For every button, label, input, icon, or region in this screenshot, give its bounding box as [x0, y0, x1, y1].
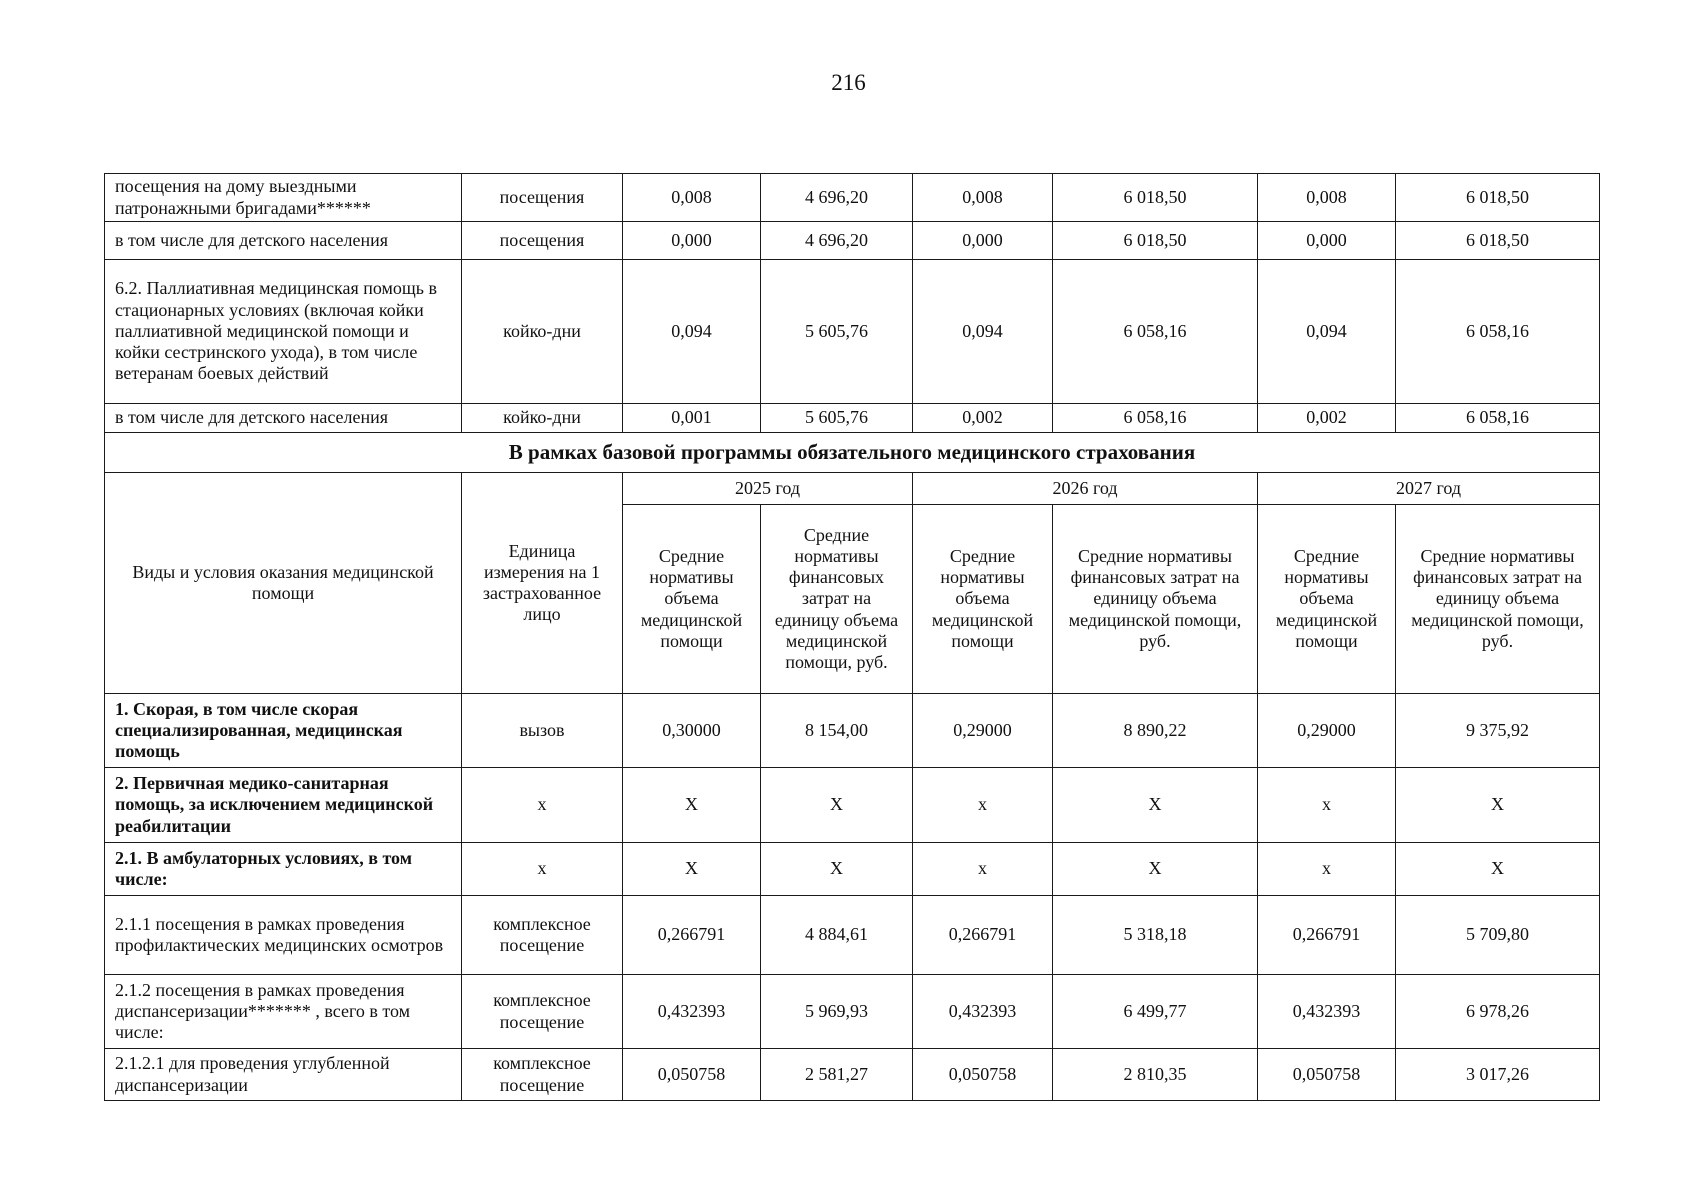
row-unit: комплексное посещение	[462, 896, 623, 975]
table-row	[105, 1049, 1600, 1101]
row-unit: посещения	[462, 174, 623, 222]
page-number: 216	[831, 70, 866, 95]
cost-2027: 6 018,50	[1396, 174, 1600, 222]
volume-2026: 0,266791	[913, 896, 1053, 975]
volume-2025: 0,008	[623, 174, 761, 222]
cost-2025: 4 696,20	[761, 174, 913, 222]
header-cost-2027: Средние нормативы финансовых затрат на единицу объема медицинской помощи, руб.	[1396, 505, 1600, 694]
row-name: 2.1.2.1 для проведения углубленной диспансеризации	[105, 1049, 462, 1101]
header-volume-2027: Средние нормативы объема медицинской помощи	[1258, 505, 1396, 694]
volume-2027: 0,002	[1258, 404, 1396, 433]
row-unit: посещения	[462, 222, 623, 260]
volume-2026: 0,002	[913, 404, 1053, 433]
cost-2026: Х	[1053, 843, 1258, 896]
cost-2025: 8 154,00	[761, 694, 913, 768]
section-row	[105, 433, 1600, 473]
header-cost-2026: Средние нормативы финансовых затрат на единицу объема медицинской помощи, руб.	[1053, 505, 1258, 694]
row-unit: х	[462, 768, 623, 843]
cost-2025: 5 605,76	[761, 404, 913, 433]
cost-2026: 2 810,35	[1053, 1049, 1258, 1101]
table-row	[105, 694, 1600, 768]
volume-2027: х	[1258, 843, 1396, 896]
volume-2025: 0,094	[623, 260, 761, 404]
row-unit: комплексное посещение	[462, 1049, 623, 1101]
row-name: посещения на дому выездными патронажными бригадами******	[105, 174, 462, 222]
cost-2027: 6 058,16	[1396, 404, 1600, 433]
row-name: 2.1. В амбулаторных условиях, в том числе:	[105, 843, 462, 896]
header-year-2025: 2025 год	[623, 473, 913, 505]
table-row	[105, 768, 1600, 843]
header-volume-2026: Средние нормативы объема медицинской помощи	[913, 505, 1053, 694]
cost-2026: 6 058,16	[1053, 404, 1258, 433]
cost-2027: 6 058,16	[1396, 260, 1600, 404]
cost-2027: 3 017,26	[1396, 1049, 1600, 1101]
table-row	[105, 174, 1600, 222]
volume-2027: 0,050758	[1258, 1049, 1396, 1101]
volume-2026: х	[913, 768, 1053, 843]
volume-2027: х	[1258, 768, 1396, 843]
cost-2025: 4 884,61	[761, 896, 913, 975]
row-name: 2.1.1 посещения в рамках проведения профилактических медицинских осмотров	[105, 896, 462, 975]
cost-2026: 5 318,18	[1053, 896, 1258, 975]
cost-2025: Х	[761, 843, 913, 896]
volume-2025: 0,001	[623, 404, 761, 433]
row-name: в том числе для детского населения	[105, 404, 462, 433]
table-row	[105, 260, 1600, 404]
cost-2027: Х	[1396, 843, 1600, 896]
cost-2027: 5 709,80	[1396, 896, 1600, 975]
section-title: В рамках базовой программы обязательного медицинского страхования	[105, 433, 1600, 473]
header-row-years	[105, 473, 1600, 505]
cost-2027: 6 018,50	[1396, 222, 1600, 260]
cost-2026: Х	[1053, 768, 1258, 843]
table-row	[105, 404, 1600, 433]
row-unit: койко-дни	[462, 260, 623, 404]
volume-2025: 0,30000	[623, 694, 761, 768]
volume-2026: 0,094	[913, 260, 1053, 404]
volume-2025: Х	[623, 843, 761, 896]
volume-2025: 0,266791	[623, 896, 761, 975]
norms-table	[104, 173, 1600, 1101]
header-year-2026: 2026 год	[913, 473, 1258, 505]
volume-2027: 0,266791	[1258, 896, 1396, 975]
row-unit: комплексное посещение	[462, 975, 623, 1049]
cost-2026: 6 058,16	[1053, 260, 1258, 404]
header-cost-2025: Средние нормативы финансовых затрат на единицу объема медицинской помощи, руб.	[761, 505, 913, 694]
volume-2025: 0,432393	[623, 975, 761, 1049]
volume-2026: 0,050758	[913, 1049, 1053, 1101]
row-name: 1. Скорая, в том числе скорая специализированная, медицинская помощь	[105, 694, 462, 768]
volume-2026: 0,000	[913, 222, 1053, 260]
row-name: в том числе для детского населения	[105, 222, 462, 260]
row-name: 2. Первичная медико-санитарная помощь, за исключением медицинской реабилитации	[105, 768, 462, 843]
header-unit: Единица измерения на 1 застрахованное лицо	[462, 473, 623, 694]
table-row	[105, 222, 1600, 260]
cost-2026: 8 890,22	[1053, 694, 1258, 768]
table-row	[105, 896, 1600, 975]
row-unit: х	[462, 843, 623, 896]
volume-2026: 0,432393	[913, 975, 1053, 1049]
header-kind: Виды и условия оказания медицинской помощи	[105, 473, 462, 694]
cost-2027: Х	[1396, 768, 1600, 843]
volume-2027: 0,094	[1258, 260, 1396, 404]
volume-2027: 0,432393	[1258, 975, 1396, 1049]
cost-2026: 6 018,50	[1053, 174, 1258, 222]
volume-2027: 0,000	[1258, 222, 1396, 260]
cost-2025: 2 581,27	[761, 1049, 913, 1101]
cost-2025: 5 969,93	[761, 975, 913, 1049]
volume-2025: 0,050758	[623, 1049, 761, 1101]
header-volume-2025: Средние нормативы объема медицинской помощи	[623, 505, 761, 694]
header-year-2027: 2027 год	[1258, 473, 1600, 505]
volume-2026: 0,29000	[913, 694, 1053, 768]
volume-2026: 0,008	[913, 174, 1053, 222]
row-unit: вызов	[462, 694, 623, 768]
table-row	[105, 975, 1600, 1049]
cost-2027: 6 978,26	[1396, 975, 1600, 1049]
row-unit: койко-дни	[462, 404, 623, 433]
volume-2025: 0,000	[623, 222, 761, 260]
row-name: 2.1.2 посещения в рамках проведения диспансеризации******* , всего в том числе:	[105, 975, 462, 1049]
table-row	[105, 843, 1600, 896]
cost-2025: 4 696,20	[761, 222, 913, 260]
volume-2025: Х	[623, 768, 761, 843]
cost-2025: Х	[761, 768, 913, 843]
volume-2027: 0,29000	[1258, 694, 1396, 768]
cost-2026: 6 018,50	[1053, 222, 1258, 260]
volume-2027: 0,008	[1258, 174, 1396, 222]
cost-2025: 5 605,76	[761, 260, 913, 404]
cost-2026: 6 499,77	[1053, 975, 1258, 1049]
cost-2027: 9 375,92	[1396, 694, 1600, 768]
row-name: 6.2. Паллиативная медицинская помощь в стационарных условиях (включая койки паллиативной медицинской помощи и койки сестринского ухода), в том числе ветеранам боевых действий	[105, 260, 462, 404]
volume-2026: х	[913, 843, 1053, 896]
